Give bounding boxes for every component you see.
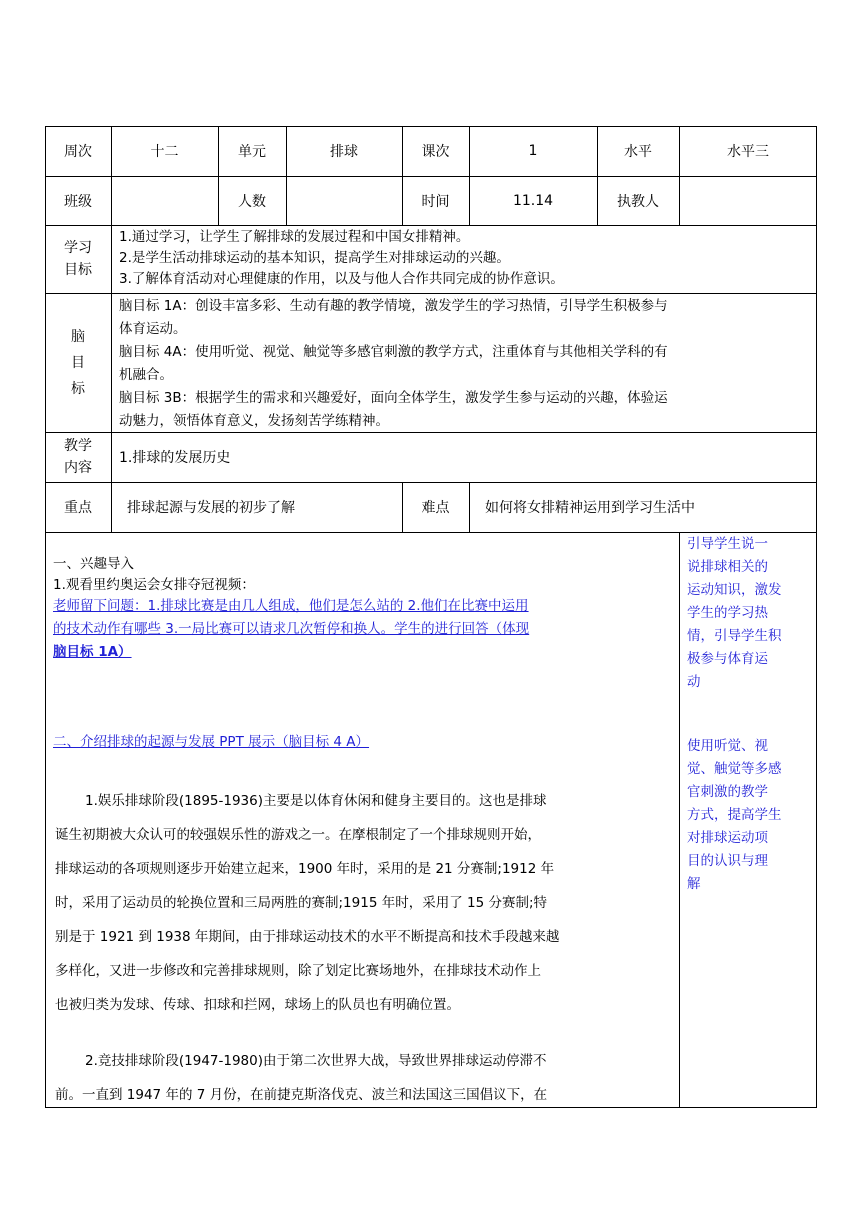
headcount-value <box>286 176 402 225</box>
paragraph-line: 前。一直到 1947 年的 7 月份，在前捷克斯洛伐克、波兰和法国这三国倡议下，在 <box>55 1087 548 1103</box>
paragraph-line: 时，采用了运动员的轮换位置和三局两胜的赛制;1915 年时，采用了 15 分赛制;特 <box>55 895 548 911</box>
time-value: 11.14 <box>512 192 554 209</box>
note-line: 运动知识，激发 <box>687 582 782 598</box>
difficulty-text: 如何将女排精神运用到学习生活中 <box>485 500 695 516</box>
unit-label: 单元 <box>238 144 266 160</box>
objective-item: 1.通过学习，让学生了解排球的发展过程和中国女排精神。 <box>119 229 470 245</box>
paragraph-line: 多样化，又进一步修改和完善排球规则，除了划定比赛场地外，在排球技术动作上 <box>55 963 541 979</box>
time-label: 时间 <box>421 193 450 210</box>
note-line: 解 <box>687 876 701 892</box>
note-line: 极参与体育运 <box>687 651 768 667</box>
section1-question-line[interactable]: 的技术动作有哪些 3.一局比赛可以请求几次暂停和换人。学生的进行回答（体现 <box>53 621 530 637</box>
note-line: 动 <box>687 674 701 690</box>
lesson-value: 1 <box>528 143 538 159</box>
objective-item: 3.了解体育活动对心理健康的作用，以及与他人合作共同完成的协作意识。 <box>119 271 564 287</box>
section1-title: 一、兴趣导入 <box>53 556 134 572</box>
content-label: 教学 内容 <box>64 438 92 476</box>
paragraph-line: 排球运动的各项规则逐步开始建立起来，1900 年时，采用的是 21 分赛制;1912 年 <box>55 861 555 877</box>
level-label: 水平 <box>624 144 652 160</box>
teacher-label: 执教人 <box>617 193 659 210</box>
note-line: 目的认识与理 <box>687 853 768 869</box>
week-value: 十二 <box>150 144 179 160</box>
paragraph-line: 诞生初期被大众认可的较强娱乐性的游戏之一。在摩根制定了一个排球规则开始， <box>55 827 541 843</box>
note-line: 学生的学习热 <box>687 605 768 621</box>
grid-line <box>816 126 817 1108</box>
objective-item: 2.是学生活动排球运动的基本知识，提高学生对排球运动的兴趣。 <box>119 250 510 266</box>
teacher-value <box>679 176 817 225</box>
class-label: 班级 <box>64 193 92 210</box>
note-line: 情，引导学生积 <box>687 628 782 644</box>
section1-item: 1.观看里约奥运会女排夺冠视频： <box>53 577 255 593</box>
paragraph-line: 2.竞技排球阶段(1947-1980)由于第二次世界大战，导致世界排球运动停滞不 <box>85 1053 547 1069</box>
note-line: 使用听觉、视 <box>687 738 768 754</box>
paragraph-line: 别是于 1921 到 1938 年期间，由于排球运动技术的水平不断提高和技术手段越来越 <box>55 929 560 945</box>
paragraph-line: 也被归类为发球、传球、扣球和拦网，球场上的队员也有明确位置。 <box>55 997 460 1013</box>
note-line: 官刺激的教学 <box>687 784 768 800</box>
objectives-label: 学习 目标 <box>64 240 92 278</box>
note-line: 引导学生说一 <box>687 536 768 552</box>
note-line: 说排球相关的 <box>687 559 768 575</box>
content-text: 1.排球的发展历史 <box>119 450 231 466</box>
difficulty-label: 难点 <box>421 500 450 516</box>
section1-question-line[interactable]: 老师留下问题：1.排球比赛是由几人组成，他们是怎么站的 2.他们在比赛中运用 <box>53 598 529 614</box>
grid-line <box>469 482 470 532</box>
brain-goal-line: 动魅力，领悟体育意义，发扬刻苦学练精神。 <box>119 413 389 429</box>
section1-question-line[interactable]: 脑目标 1A） <box>53 644 132 660</box>
brain-goal-line: 脑目标 4A：使用听觉、视觉、触觉等多感官刺激的教学方式，注重体育与其他相关学科的有 <box>119 344 668 360</box>
lesson-plan-table <box>45 126 817 1108</box>
note-line: 方式，提高学生 <box>687 807 782 823</box>
brain-goal-line: 机融合。 <box>119 367 173 383</box>
level-value: 水平三 <box>727 144 769 160</box>
note-line: 觉、触觉等多感 <box>687 761 782 777</box>
brain-goal-line: 体育运动。 <box>119 321 187 337</box>
note-line: 对排球运动项 <box>687 830 768 846</box>
section2-title[interactable]: 二、介绍排球的起源与发展 PPT 展示（脑目标 4 A） <box>53 734 370 750</box>
grid-line <box>679 532 680 1108</box>
class-value <box>111 176 218 225</box>
key-point-label: 重点 <box>64 500 92 516</box>
week-label: 周次 <box>64 144 92 160</box>
brain-goal-line: 脑目标 1A：创设丰富多彩、生动有趣的教学情境，激发学生的学习热情，引导学生积极参与 <box>119 298 668 314</box>
lesson-label: 课次 <box>421 144 450 160</box>
key-point-text: 排球起源与发展的初步了解 <box>127 500 295 516</box>
unit-value: 排球 <box>330 144 358 160</box>
grid-line <box>45 225 817 226</box>
paragraph-line: 1.娱乐排球阶段(1895-1936)主要是以体育休闲和健身主要目的。这也是排球 <box>85 793 547 809</box>
brain-goal-line: 脑目标 3B：根据学生的需求和兴趣爱好，面向全体学生，激发学生参与运动的兴趣，体验运 <box>119 390 668 406</box>
brain-goals-label: 脑 目 标 <box>71 328 85 397</box>
headcount-label: 人数 <box>238 193 266 210</box>
